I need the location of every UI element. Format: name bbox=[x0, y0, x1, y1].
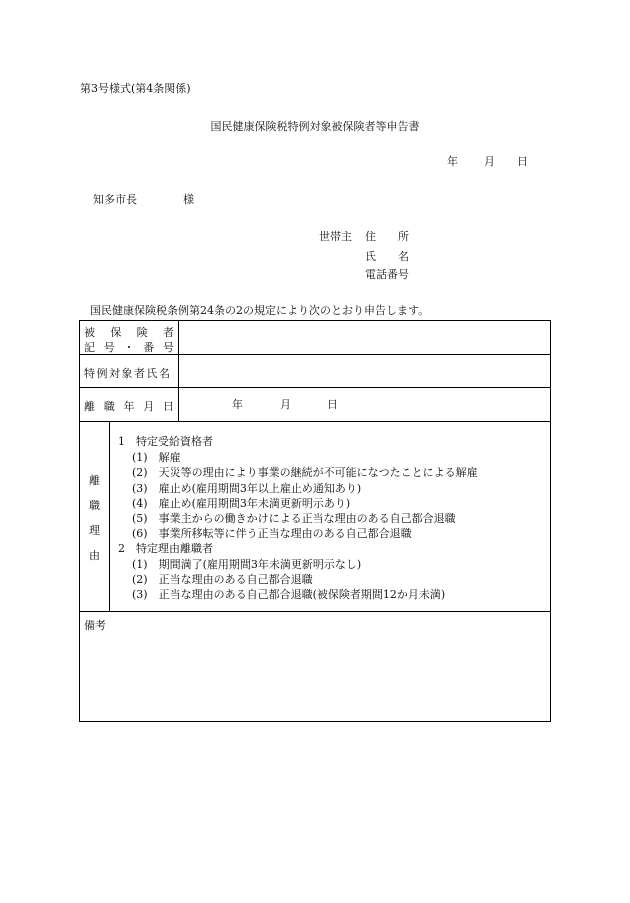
honorific: 様 bbox=[183, 193, 194, 206]
separation-date-row bbox=[80, 388, 550, 422]
separation-reason-row bbox=[80, 422, 550, 612]
char: 号 bbox=[103, 341, 115, 354]
reason-item: (1) 期間満了(雇用期間3年未満更新明示なし) bbox=[132, 558, 362, 571]
application-table bbox=[79, 320, 551, 722]
char: 記 bbox=[84, 341, 95, 354]
char: 離 bbox=[84, 400, 95, 413]
insured-number-label bbox=[80, 321, 179, 354]
char: 理 bbox=[89, 524, 100, 537]
reason-item: (2) 正当な理由のある自己都合退職 bbox=[132, 573, 313, 586]
char: 日 bbox=[163, 400, 174, 413]
reason-group-2-title: 2 特定理由離職者 bbox=[118, 542, 213, 555]
separation-date-label-cell bbox=[80, 388, 179, 421]
separation-year-label: 年 bbox=[232, 398, 243, 411]
char: 被 bbox=[84, 326, 95, 339]
remarks-label: 備考 bbox=[84, 619, 106, 632]
insured-number-row bbox=[80, 321, 550, 355]
document-title: 国民健康保険税特例対象被保険者等申告書 bbox=[210, 120, 420, 133]
char: 職 bbox=[89, 499, 100, 512]
address-label: 住 所 bbox=[365, 230, 409, 243]
reason-item: (5) 事業主からの働きかけによる正当な理由のある自己都合退職 bbox=[132, 512, 456, 525]
special-person-row bbox=[80, 355, 550, 388]
char: 年 bbox=[123, 400, 135, 413]
name-label: 氏 名 bbox=[365, 250, 409, 263]
char: 離 bbox=[89, 474, 100, 487]
reason-item: (3) 雇止め(雇用期間3年以上雇止め通知あり) bbox=[132, 482, 362, 495]
insured-label-line1 bbox=[84, 324, 174, 340]
char: 者 bbox=[162, 326, 174, 339]
char: 保 bbox=[110, 326, 122, 339]
reason-group-1-title: 1 特定受給資格者 bbox=[118, 435, 213, 448]
char: 由 bbox=[89, 549, 100, 562]
char: 険 bbox=[136, 326, 148, 339]
char: 職 bbox=[103, 400, 115, 413]
special-person-label-cell bbox=[80, 355, 179, 387]
reason-item: (4) 雇止め(雇用期間3年未満更新明示あり) bbox=[132, 497, 351, 510]
char: 番 bbox=[143, 341, 155, 354]
head-of-household-label: 世帯主 bbox=[319, 230, 352, 243]
separation-day-label: 日 bbox=[327, 398, 338, 411]
reason-item: (2) 天災等の理由により事業の継続が不可能になつたことによる解雇 bbox=[132, 466, 478, 479]
separation-date-label bbox=[84, 398, 174, 414]
reason-item: (1) 解雇 bbox=[132, 451, 181, 464]
date-month-label: 月 bbox=[484, 155, 495, 168]
remarks-row bbox=[80, 612, 550, 722]
insured-label-line2 bbox=[84, 339, 174, 355]
phone-label: 電話番号 bbox=[365, 268, 409, 281]
reason-item: (3) 正当な理由のある自己都合退職(被保険者期間12か月未満) bbox=[132, 588, 446, 601]
separation-reason-label bbox=[80, 422, 110, 611]
separation-month-label: 月 bbox=[280, 398, 291, 411]
date-year-label: 年 bbox=[447, 155, 458, 168]
form-number: 第3号様式(第4条関係) bbox=[80, 82, 191, 95]
reason-item: (6) 事業所移転等に伴う正当な理由のある自己都合退職 bbox=[132, 527, 412, 540]
addressee: 知多市長 bbox=[93, 193, 137, 206]
char: 月 bbox=[143, 400, 155, 413]
char: ・ bbox=[123, 341, 135, 354]
char: 号 bbox=[163, 341, 174, 354]
intro-statement: 国民健康保険税条例第24条の2の規定により次のとおり申告します。 bbox=[90, 304, 430, 317]
date-day-label: 日 bbox=[517, 155, 528, 168]
special-person-label: 特例対象者氏名 bbox=[84, 367, 172, 380]
